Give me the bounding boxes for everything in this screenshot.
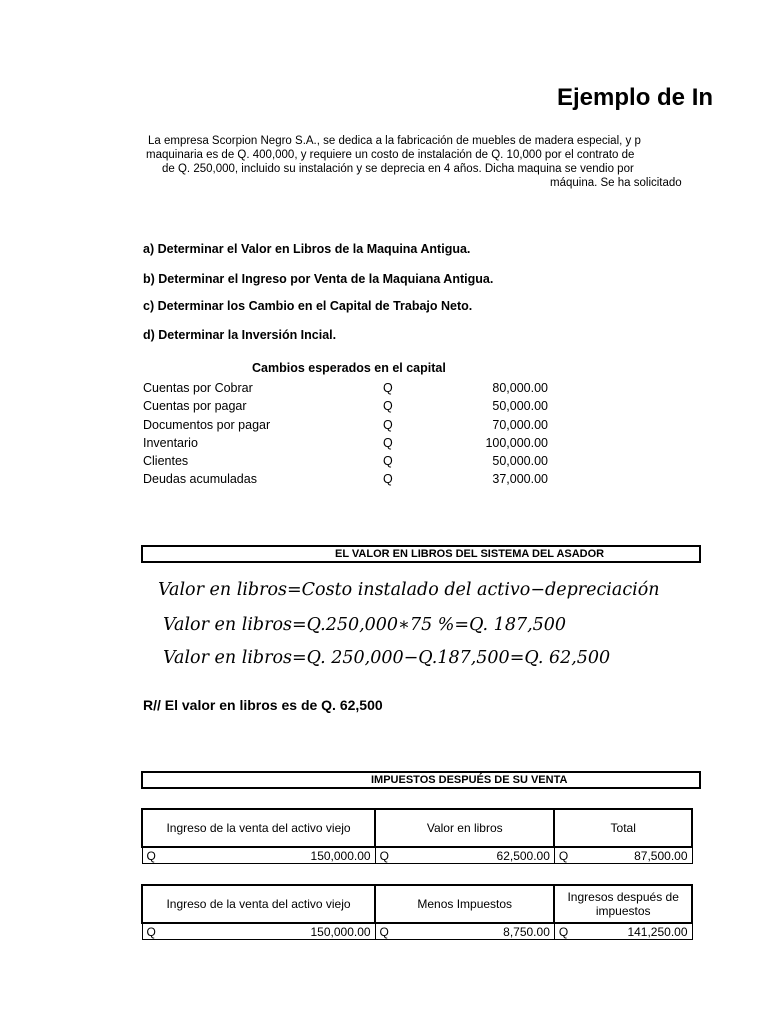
capital-row-currency: Q bbox=[383, 381, 393, 395]
table-cell-value: 62,500.00 bbox=[496, 848, 550, 863]
table-header: Valor en libros bbox=[375, 809, 554, 847]
section-header-impuestos bbox=[141, 771, 701, 789]
capital-row bbox=[143, 454, 553, 472]
page-title: Ejemplo de In bbox=[557, 84, 714, 111]
capital-row-label: Clientes bbox=[143, 454, 189, 468]
capital-row-label: Documentos por pagar bbox=[143, 418, 271, 432]
capital-row-currency: Q bbox=[383, 436, 393, 450]
table-cell-value: 150,000.00 bbox=[310, 848, 371, 863]
formula-3: Valor en libros=Q. 250,000−Q.187,500=Q. 62,500 bbox=[163, 648, 611, 668]
table-cell-currency: Q bbox=[146, 924, 156, 939]
capital-row-value: 80,000.00 bbox=[492, 381, 548, 395]
capital-row bbox=[143, 472, 553, 490]
table-header: Ingresos después de impuestos bbox=[554, 885, 692, 923]
question-d: d) Determinar la Inversión Incial. bbox=[143, 328, 337, 342]
intro-line-1: La empresa Scorpion Negro S.A., se dedica a la fabricación de muebles de madera especial, y p bbox=[148, 135, 641, 147]
capital-row-label: Inventario bbox=[143, 436, 198, 450]
table-cell-currency: Q bbox=[379, 848, 389, 863]
capital-row-value: 70,000.00 bbox=[492, 418, 548, 432]
table-cell-value: 141,250.00 bbox=[627, 924, 688, 939]
table-cell-currency: Q bbox=[558, 924, 569, 939]
table-cell bbox=[142, 847, 375, 864]
capital-row bbox=[143, 418, 553, 436]
table-header: Ingreso de la venta del activo viejo bbox=[142, 809, 375, 847]
section-header-valor-libros bbox=[141, 545, 701, 563]
capital-row bbox=[143, 399, 553, 417]
capital-row-label: Cuentas por pagar bbox=[143, 399, 247, 413]
table-cell-currency: Q bbox=[558, 848, 569, 863]
formula-2: Valor en libros=Q.250,000∗75 %=Q. 187,500 bbox=[163, 615, 567, 635]
capital-row-currency: Q bbox=[383, 418, 393, 432]
capital-row-currency: Q bbox=[383, 472, 393, 486]
section-header-label: IMPUESTOS DESPUÉS DE SU VENTA bbox=[371, 774, 568, 786]
table-header: Menos Impuestos bbox=[375, 885, 554, 923]
table-header: Total bbox=[554, 809, 692, 847]
table-cell bbox=[375, 923, 554, 940]
table-cell bbox=[554, 923, 692, 940]
table-cell bbox=[375, 847, 554, 864]
intro-line-3: de Q. 250,000, incluido su instalación y se deprecia en 4 años. Dicha maquina se vendio por bbox=[162, 163, 634, 175]
capital-row-currency: Q bbox=[383, 399, 393, 413]
sale-table bbox=[141, 808, 693, 864]
question-a: a) Determinar el Valor en Libros de la Maquina Antigua. bbox=[143, 242, 471, 256]
tax-table bbox=[141, 884, 693, 940]
question-c: c) Determinar los Cambio en el Capital de Trabajo Neto. bbox=[143, 299, 473, 313]
question-b: b) Determinar el Ingreso por Venta de la Maquiana Antigua. bbox=[143, 272, 494, 286]
capital-row-value: 50,000.00 bbox=[492, 399, 548, 413]
capital-row-value: 50,000.00 bbox=[492, 454, 548, 468]
section-header-label: EL VALOR EN LIBROS DEL SISTEMA DEL ASADOR bbox=[335, 548, 605, 560]
table-cell-value: 8,750.00 bbox=[503, 924, 550, 939]
table-header: Ingreso de la venta del activo viejo bbox=[142, 885, 375, 923]
table-cell-currency: Q bbox=[379, 924, 389, 939]
intro-line-4: máquina. Se ha solicitado bbox=[550, 177, 682, 189]
table-cell-value: 87,500.00 bbox=[634, 848, 688, 863]
answer-text: R// El valor en libros es de Q. 62,500 bbox=[143, 697, 383, 713]
capital-row-label: Cuentas por Cobrar bbox=[143, 381, 253, 395]
table-cell-currency: Q bbox=[146, 848, 156, 863]
table-cell bbox=[142, 923, 375, 940]
table-cell-value: 150,000.00 bbox=[310, 924, 371, 939]
table-cell bbox=[554, 847, 692, 864]
capital-row-currency: Q bbox=[383, 454, 393, 468]
capital-title: Cambios esperados en el capital bbox=[252, 361, 446, 375]
intro-line-2: maquinaria es de Q. 400,000, y requiere un costo de instalación de Q. 10,000 por el contrato de bbox=[146, 149, 635, 161]
capital-row bbox=[143, 381, 553, 399]
capital-row bbox=[143, 436, 553, 454]
formula-1: Valor en libros=Costo instalado del activo−depreciación bbox=[158, 580, 660, 600]
capital-row-value: 37,000.00 bbox=[492, 472, 548, 486]
capital-row-label: Deudas acumuladas bbox=[143, 472, 257, 486]
capital-row-value: 100,000.00 bbox=[485, 436, 548, 450]
